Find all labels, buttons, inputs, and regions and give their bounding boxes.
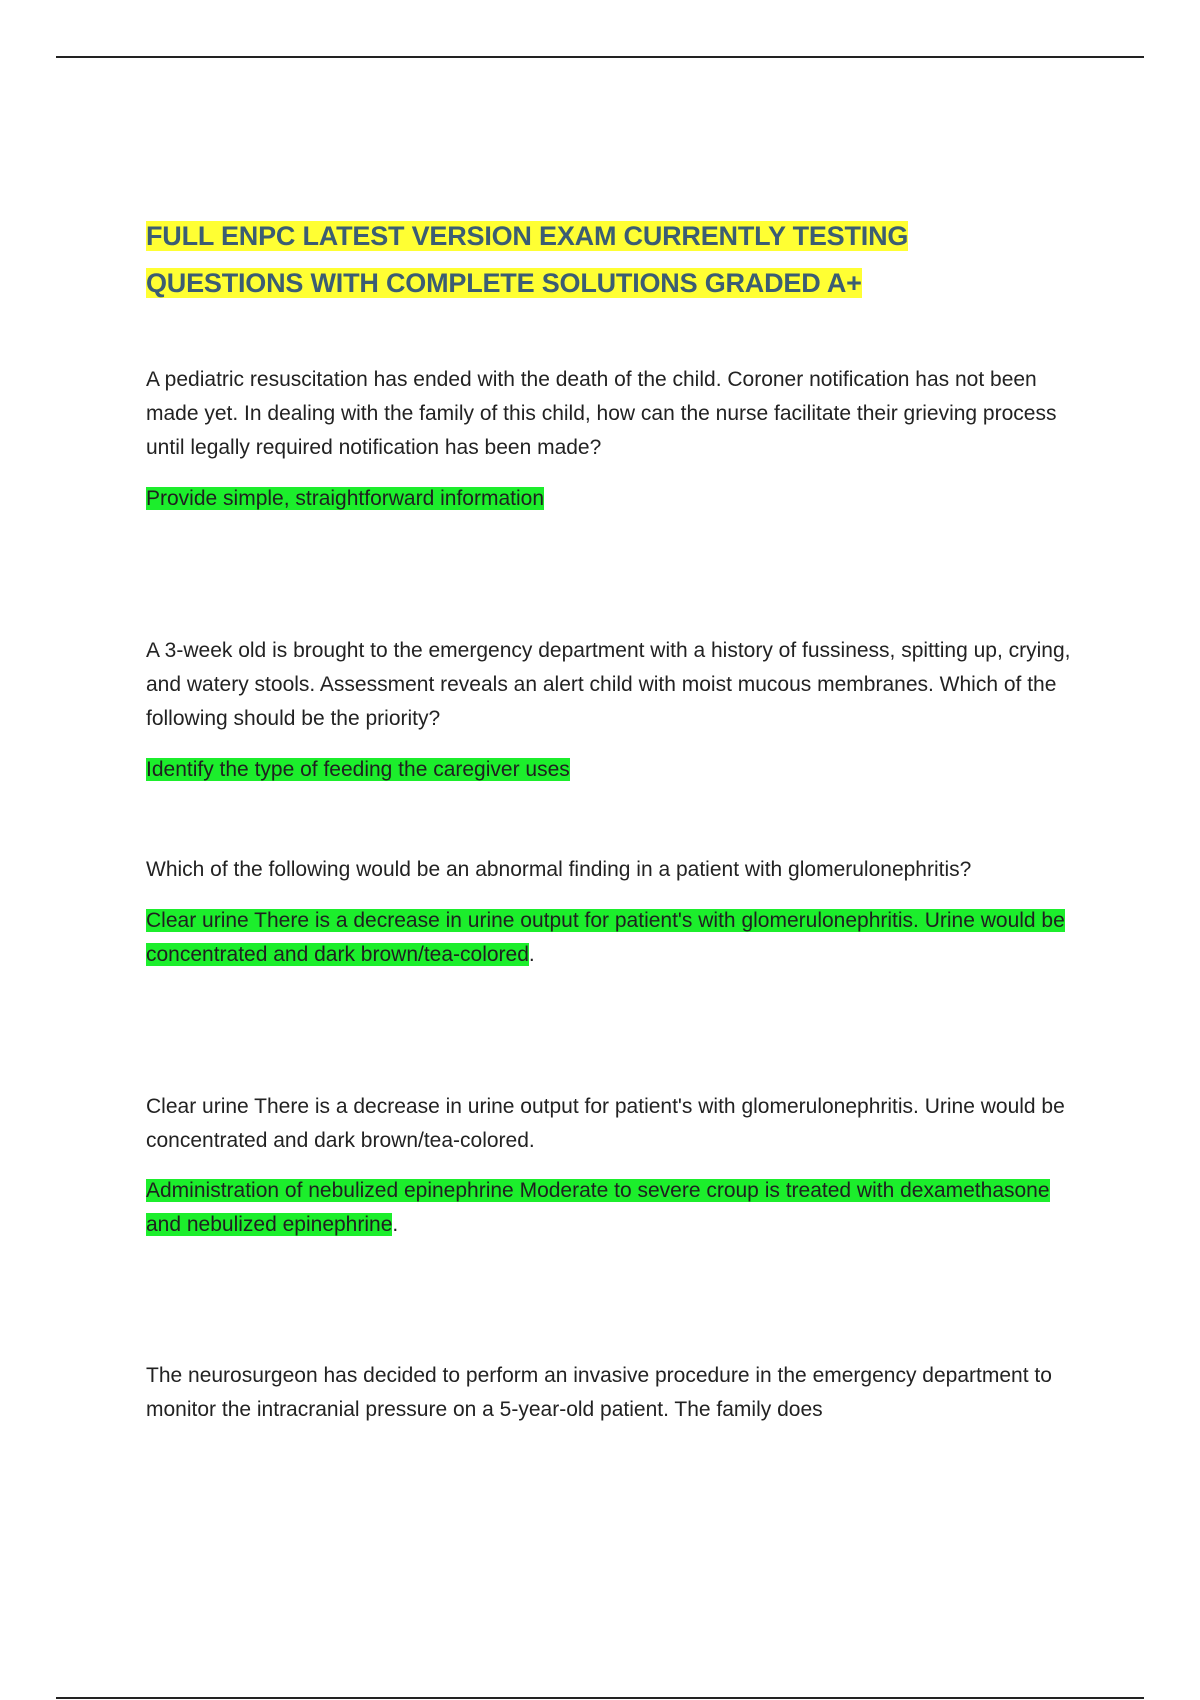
question-3: Which of the following would be an abnormal finding in a patient with glomerulonephritis? — [146, 858, 972, 881]
title-line-2: QUESTIONS WITH COMPLETE SOLUTIONS GRADED A+ — [146, 268, 862, 298]
question-4: Clear urine There is a decrease in urine output for patient's with glomerulonephritis. Urine would be concentrated and dark brown/tea-colored. — [146, 1095, 1065, 1152]
answer-2-text: Identify the type of feeding the caregiver uses — [146, 758, 570, 781]
answer-4-suffix: . — [392, 1213, 399, 1236]
answer-4-text: Administration of nebulized epinephrine Moderate to severe croup is treated with dexamethasone and nebulized epinephrine — [146, 1179, 1050, 1236]
top-rule — [56, 56, 1144, 58]
document-title — [146, 213, 1086, 307]
answer-3-text: Clear urine There is a decrease in urine output for patient's with glomerulonephritis. Urine would be concentrated and dark brown/tea-colored — [146, 909, 1065, 966]
answer-1-text: Provide simple, straightforward information — [146, 487, 544, 510]
title-line-1: FULL ENPC LATEST VERSION EXAM CURRENTLY TESTING — [146, 221, 909, 251]
bottom-rule — [56, 1697, 1144, 1699]
question-5: The neurosurgeon has decided to perform an invasive procedure in the emergency department to monitor the intracranial pressure on a 5-year-old patient. The family does — [146, 1364, 1052, 1421]
answer-3 — [146, 904, 1086, 972]
answer-1 — [146, 482, 1086, 516]
answer-4 — [146, 1174, 1086, 1242]
answer-2 — [146, 753, 1086, 787]
answer-3-suffix: . — [528, 943, 535, 966]
question-2: A 3-week old is brought to the emergency department with a history of fussiness, spitting up, crying, and watery stools. Assessment reveals an alert child with moist mucous membranes. Which of the following should be the priority? — [146, 639, 1071, 730]
question-1: A pediatric resuscitation has ended with the death of the child. Coroner notification has not been made yet. In dealing with the family of this child, how can the nurse facilitate their grieving process until legally required notification has been made? — [146, 368, 1057, 459]
